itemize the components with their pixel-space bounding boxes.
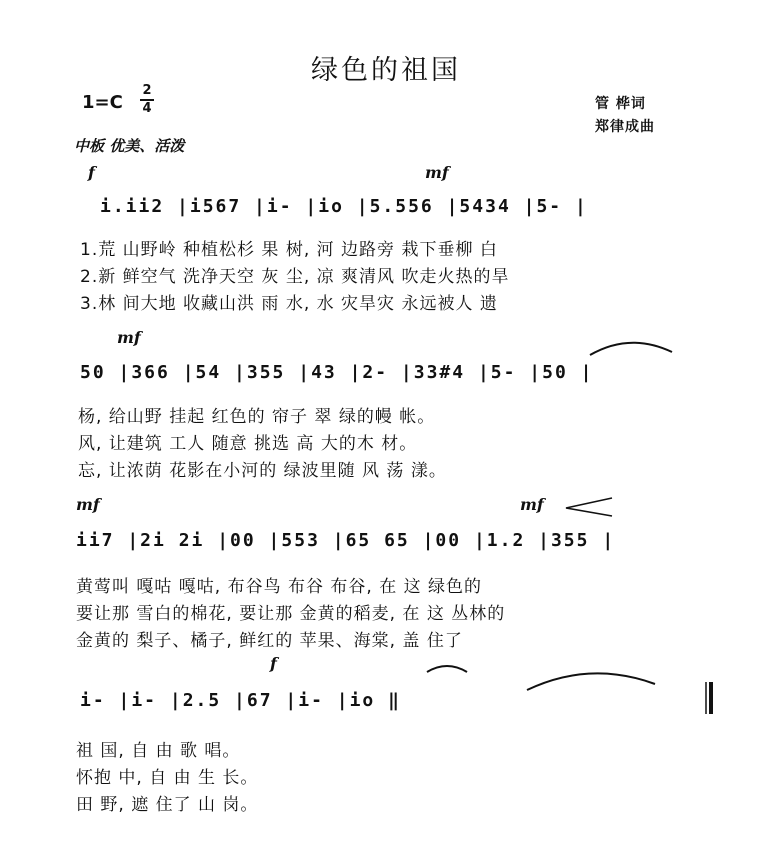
tempo-marking: 中板 优美、活泼 — [74, 137, 185, 155]
lyric-line: 风, 让建筑 工人 随意 挑选 高 大的木 材。 — [78, 434, 418, 454]
slur — [527, 673, 655, 690]
crescendo-hairpin — [566, 498, 612, 516]
key-signature: 1=C — [82, 92, 123, 113]
lyric-line: 田 野, 遮 住了 山 岗。 — [76, 795, 259, 815]
lyric-line: 3.林 间大地 收藏山洪 雨 水, 水 灾旱灾 永远被人 遗 — [80, 294, 498, 314]
dynamic-marking: mf — [117, 328, 141, 347]
lyric-line: 黄莺叫 嘎咕 嘎咕, 布谷鸟 布谷 布谷, 在 这 绿色的 — [76, 577, 483, 597]
lyric-line: 要让那 雪白的棉花, 要让那 金黄的稻麦, 在 这 丛林的 — [76, 604, 506, 624]
composer-credit: 郑律成曲 — [595, 119, 655, 135]
slur — [590, 343, 672, 355]
lyric-line: 金黄的 梨子、橘子, 鲜红的 苹果、海棠, 盖 住了 — [76, 631, 463, 651]
notation-line: ii7 |2i 2i |00 |553 |65 65 |00 |1.2 |355 | — [76, 530, 616, 551]
time-signature-bottom: 4 — [142, 101, 152, 116]
dynamic-marking: f — [270, 654, 277, 673]
notation-line: i- |i- |2.5 |67 |i- |io ‖ — [80, 690, 401, 711]
dynamic-marking: mf — [520, 495, 544, 514]
notation-line: 50 |366 |54 |355 |43 |2- |33#4 |5- |50 | — [80, 362, 594, 383]
song-title: 绿色的祖国 — [311, 55, 461, 86]
slur — [427, 666, 467, 672]
lyric-line: 忘, 让浓荫 花影在小河的 绿波里随 风 荡 漾。 — [78, 461, 447, 481]
time-signature-top: 2 — [142, 83, 152, 98]
dynamic-marking: mf — [425, 163, 449, 182]
lyricist-credit: 管 桦词 — [595, 96, 646, 112]
lyric-line: 1.荒 山野岭 种植松杉 果 树, 河 边路旁 栽下垂柳 白 — [80, 240, 498, 260]
lyric-line: 怀抱 中, 自 由 生 长。 — [76, 768, 259, 788]
dynamic-marking: mf — [76, 495, 100, 514]
dynamic-marking: f — [88, 163, 95, 182]
lyric-line: 2.新 鲜空气 洗净天空 灰 尘, 凉 爽清风 吹走火热的旱 — [80, 267, 510, 287]
notation-line: i.ii2 |i567 |i- |io |5.556 |5434 |5- | — [100, 196, 588, 217]
lyric-line: 杨, 给山野 挂起 红色的 帘子 翠 绿的幔 帐。 — [78, 407, 436, 427]
lyric-line: 祖 国, 自 由 歌 唱。 — [76, 741, 241, 761]
